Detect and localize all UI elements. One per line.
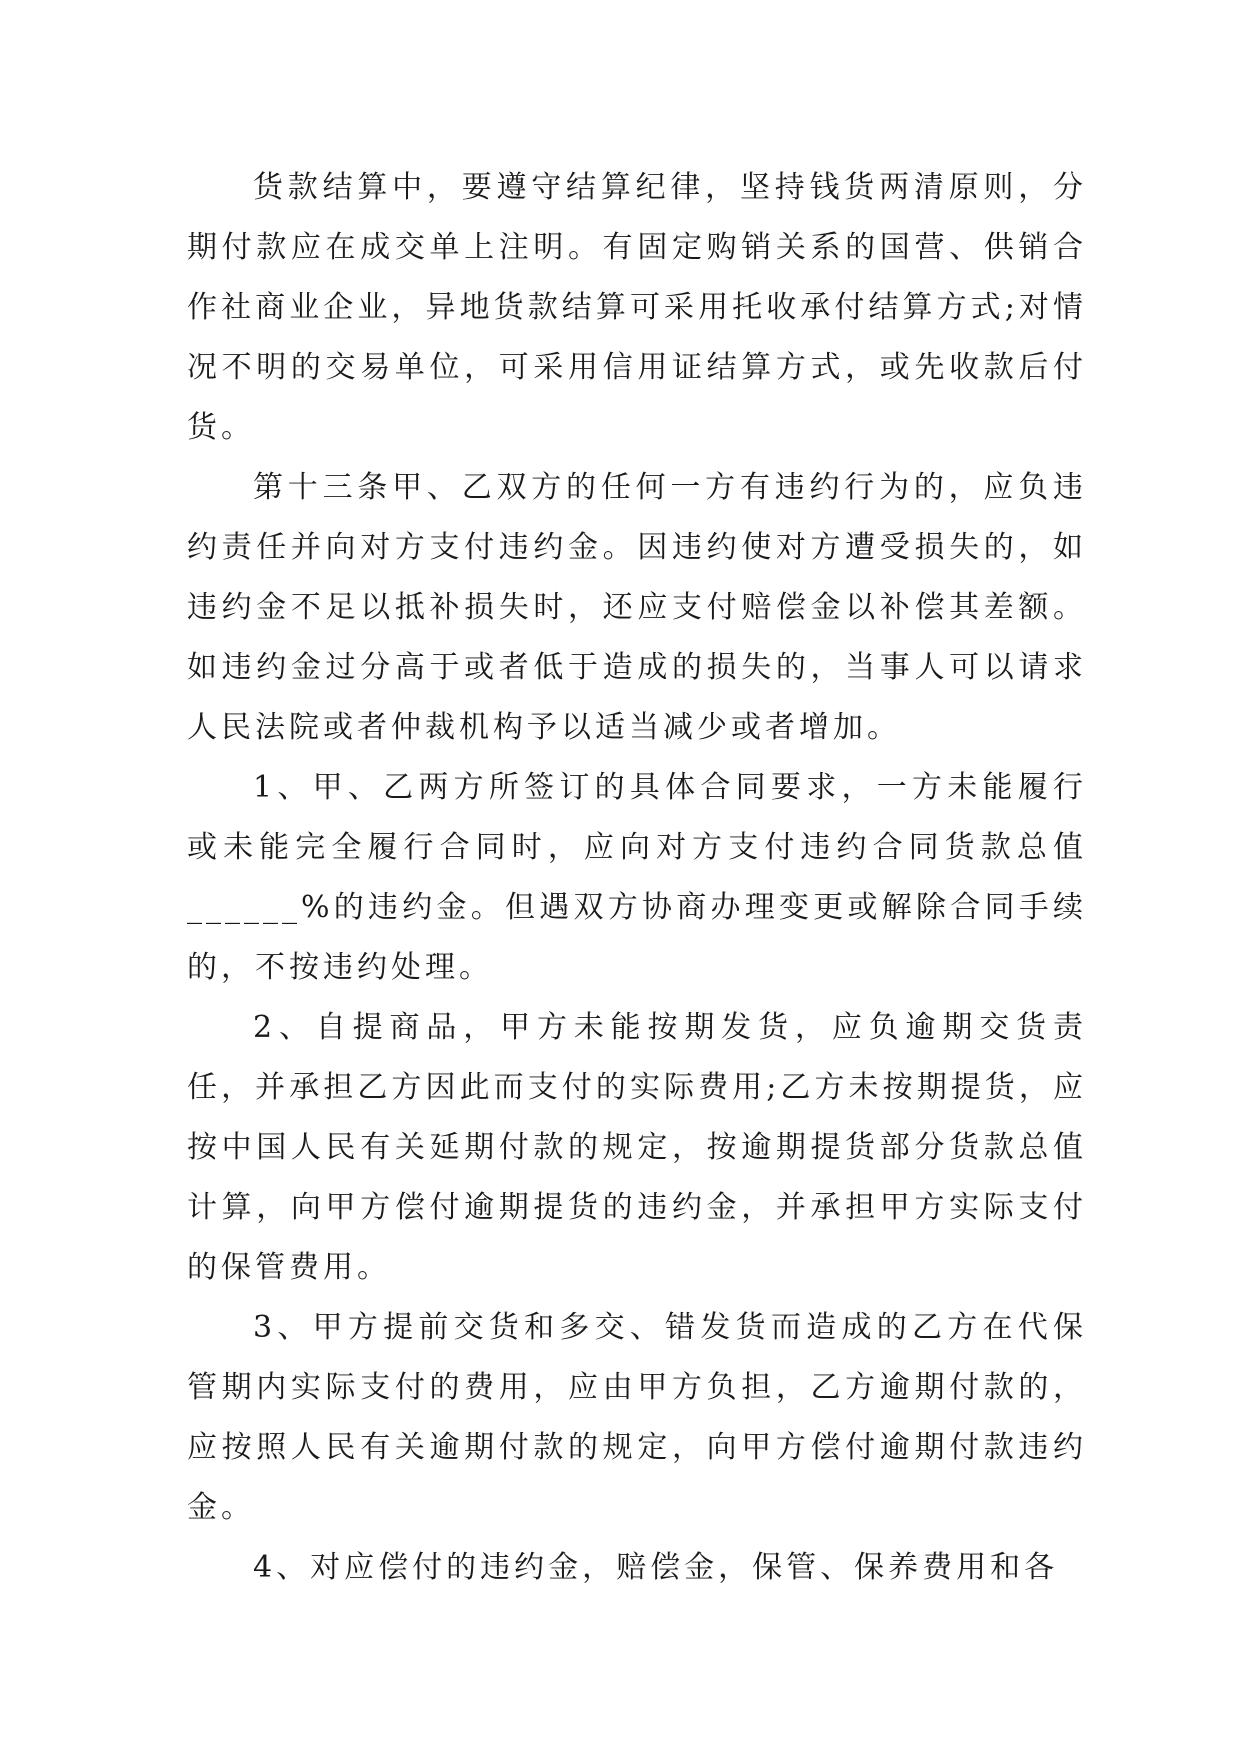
paragraph-item-1: 1、甲、乙两方所签订的具体合同要求，一方未能履行或未能完全履行合同时，应向对方支付违约合同货款总值______%的违约金。但遇双方协商办理变更或解除合同手续的，不按违约处理。 [187, 770, 1087, 985]
document-body [187, 158, 1087, 1598]
paragraph-settlement: 货款结算中，要遵守结算纪律，坚持钱货两清原则，分期付款应在成交单上注明。有固定购销关系的国营、供销合作社商业企业，异地货款结算可采用托收承付结算方式;对情况不明的交易单位，可采用信用证结算方式，或先收款后付货。 [187, 170, 1087, 445]
paragraph-article-13: 第十三条甲、乙双方的任何一方有违约行为的，应负违约责任并向对方支付违约金。因违约使对方遭受损失的，如违约金不足以抵补损失时，还应支付赔偿金以补偿其差额。如违约金过分高于或者低于造成的损失的，当事人可以请求人民法院或者仲裁机构予以适当减少或者增加。 [187, 470, 1087, 745]
paragraph-item-3: 3、甲方提前交货和多交、错发货而造成的乙方在代保管期内实际支付的费用，应由甲方负担，乙方逾期付款的，应按照人民有关逾期付款的规定，向甲方偿付逾期付款违约金。 [187, 1310, 1087, 1525]
paragraph-item-2: 2、自提商品，甲方未能按期发货，应负逾期交货责任，并承担乙方因此而支付的实际费用;乙方未按期提货，应按中国人民有关延期付款的规定，按逾期提货部分货款总值计算，向甲方偿付逾期提货的违约金，并承担甲方实际支付的保管费用。 [187, 1010, 1087, 1285]
paragraph-item-4: 4、对应偿付的违约金，赔偿金，保管、保养费用和各 [253, 1550, 1059, 1585]
